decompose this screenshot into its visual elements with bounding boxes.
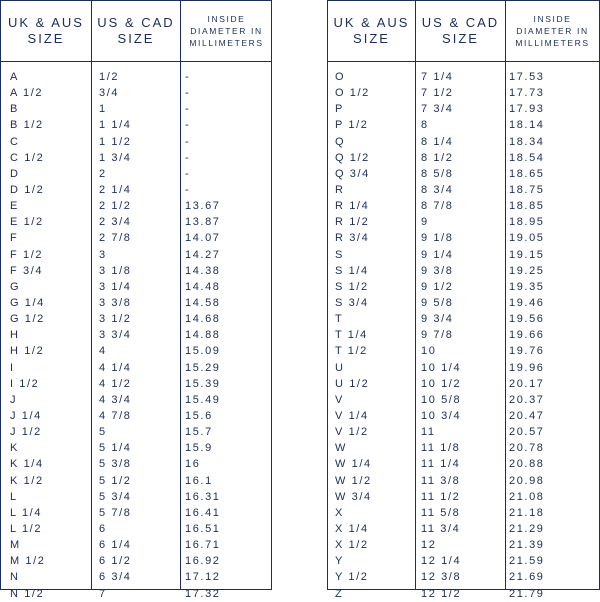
us-cad-size-cell: 10 5/8 [421, 393, 462, 406]
diameter-mm-cell: 19.76 [509, 345, 545, 358]
us-cad-size-cell: 10 [421, 345, 437, 358]
uk-aus-size-cell: U 1/2 [335, 377, 370, 390]
table-row [1, 440, 271, 456]
table-header [328, 1, 599, 62]
table-row [1, 101, 271, 117]
diameter-mm-cell: 19.56 [509, 313, 545, 326]
table-row [328, 376, 599, 392]
table-row [1, 247, 271, 263]
uk-aus-size-cell: G 1/2 [10, 313, 45, 326]
table-row [328, 166, 599, 182]
table-row [1, 117, 271, 133]
table-row [328, 440, 599, 456]
table-row [328, 182, 599, 198]
diameter-mm-cell: 20.88 [509, 458, 545, 471]
us-cad-size-cell: 1 1/4 [99, 119, 132, 132]
diameter-mm-cell: 18.65 [509, 167, 545, 180]
table-row [1, 327, 271, 343]
header-uk-aus-size: UK & AUS SIZE [8, 15, 84, 46]
diameter-mm-cell: - [185, 71, 191, 83]
uk-aus-size-cell: D [10, 167, 20, 180]
table-row [328, 134, 599, 150]
diameter-mm-cell: 21.29 [509, 522, 545, 535]
uk-aus-size-cell: X [335, 506, 344, 519]
us-cad-size-cell: 8 1/4 [421, 135, 454, 148]
diameter-mm-cell: 14.68 [185, 313, 221, 326]
diameter-mm-cell: 14.38 [185, 264, 221, 277]
uk-aus-size-cell: Q [335, 135, 346, 148]
uk-aus-size-cell: N [10, 571, 20, 584]
us-cad-size-cell: 2 1/2 [99, 200, 132, 213]
table-row [1, 214, 271, 230]
us-cad-size-cell: 5 7/8 [99, 506, 132, 519]
diameter-mm-cell: 21.59 [509, 555, 545, 568]
us-cad-size-cell: 5 3/8 [99, 458, 132, 471]
table-row [328, 214, 599, 230]
uk-aus-size-cell: A [10, 71, 19, 83]
table-row [1, 569, 271, 585]
us-cad-size-cell: 3 1/2 [99, 313, 132, 326]
diameter-mm-cell: 19.66 [509, 329, 545, 342]
uk-aus-size-cell: D 1/2 [10, 183, 45, 196]
table-row [1, 343, 271, 359]
diameter-mm-cell: 15.49 [185, 393, 221, 406]
diameter-mm-cell: 19.46 [509, 296, 545, 309]
table-row [1, 505, 271, 521]
header-uk-aus-size: UK & AUS SIZE [333, 15, 410, 46]
uk-aus-size-cell: W 1/2 [335, 474, 372, 487]
uk-aus-size-cell: V 1/4 [335, 409, 369, 422]
table-row [328, 360, 599, 376]
table-row [328, 392, 599, 408]
us-cad-size-cell: 7 1/2 [421, 87, 454, 100]
table-row [328, 150, 599, 166]
diameter-mm-cell: - [185, 103, 191, 116]
diameter-mm-cell: 20.78 [509, 442, 545, 455]
us-cad-size-cell: 11 [421, 426, 436, 439]
diameter-mm-cell: 16.41 [185, 506, 221, 519]
us-cad-size-cell: 6 1/4 [99, 539, 132, 552]
table-row [1, 182, 271, 198]
us-cad-size-cell: 5 1/4 [99, 442, 132, 455]
table-row [1, 198, 271, 214]
table-row [328, 247, 599, 263]
diameter-mm-cell: 15.9 [185, 442, 213, 455]
table-row [328, 569, 599, 585]
us-cad-size-cell: 3 1/8 [99, 264, 132, 277]
uk-aus-size-cell: S [335, 248, 344, 261]
diameter-mm-cell: 14.48 [185, 280, 221, 293]
uk-aus-size-cell: A 1/2 [10, 87, 44, 100]
uk-aus-size-cell: C 1/2 [10, 151, 45, 164]
diameter-mm-cell: 15.7 [185, 426, 213, 439]
uk-aus-size-cell: L [10, 490, 18, 503]
uk-aus-size-cell: V [335, 393, 344, 406]
table-row [1, 553, 271, 569]
table-row [328, 489, 599, 505]
diameter-mm-cell: 20.98 [509, 474, 545, 487]
uk-aus-size-cell: B 1/2 [10, 119, 44, 132]
diameter-mm-cell: 16 [185, 458, 201, 471]
diameter-mm-cell: 14.58 [185, 296, 221, 309]
table-row [1, 521, 271, 537]
diameter-mm-cell: - [185, 87, 191, 100]
table-row [328, 295, 599, 311]
table-row [1, 586, 271, 602]
uk-aus-size-cell: X 1/4 [335, 522, 369, 535]
us-cad-size-cell: 9 1/2 [421, 280, 454, 293]
us-cad-size-cell: 6 [99, 522, 107, 535]
us-cad-size-cell: 9 1/4 [421, 248, 454, 261]
us-cad-size-cell: 12 3/8 [421, 571, 462, 584]
table-row [1, 134, 271, 150]
table-row [328, 69, 599, 85]
diameter-mm-cell: - [185, 183, 191, 196]
diameter-mm-cell: 13.67 [185, 200, 221, 213]
table-row [328, 553, 599, 569]
uk-aus-size-cell: E 1/2 [10, 216, 44, 229]
us-cad-size-cell: 1/2 [99, 71, 120, 83]
uk-aus-size-cell: R [335, 183, 345, 196]
uk-aus-size-cell: P [335, 103, 344, 116]
table-row [328, 408, 599, 424]
us-cad-size-cell: 4 3/4 [99, 393, 132, 406]
table-row [328, 85, 599, 101]
us-cad-size-cell: 1 3/4 [99, 151, 132, 164]
us-cad-size-cell: 5 1/2 [99, 474, 132, 487]
diameter-mm-cell: 16.71 [185, 539, 221, 552]
us-cad-size-cell: 2 1/4 [99, 183, 132, 196]
table-row [1, 489, 271, 505]
us-cad-size-cell: 10 3/4 [421, 409, 462, 422]
table-row [1, 392, 271, 408]
us-cad-size-cell: 4 7/8 [99, 409, 132, 422]
uk-aus-size-cell: M 1/2 [10, 555, 46, 568]
uk-aus-size-cell: W 1/4 [335, 458, 372, 471]
us-cad-size-cell: 1 [99, 103, 107, 116]
us-cad-size-cell: 6 3/4 [99, 571, 132, 584]
us-cad-size-cell: 11 1/4 [421, 458, 461, 471]
uk-aus-size-cell: G [10, 280, 21, 293]
table-row [328, 311, 599, 327]
uk-aus-size-cell: Y [335, 555, 344, 568]
us-cad-size-cell: 11 1/2 [421, 490, 461, 503]
us-cad-size-cell: 5 [99, 426, 107, 439]
us-cad-size-cell: 5 3/4 [99, 490, 132, 503]
table-row [1, 376, 271, 392]
table-row [1, 230, 271, 246]
table-row [1, 456, 271, 472]
table-row [328, 230, 599, 246]
uk-aus-size-cell: L 1/4 [10, 506, 43, 519]
us-cad-size-cell: 3 3/4 [99, 329, 132, 342]
diameter-mm-cell: 15.39 [185, 377, 221, 390]
uk-aus-size-cell: R 3/4 [335, 232, 370, 245]
diameter-mm-cell: 18.54 [509, 151, 545, 164]
table-row [1, 408, 271, 424]
table-row [1, 69, 271, 85]
us-cad-size-cell: 1 1/2 [99, 135, 132, 148]
us-cad-size-cell: 8 7/8 [421, 200, 454, 213]
uk-aus-size-cell: K [10, 442, 19, 455]
uk-aus-size-cell: T [335, 313, 344, 326]
table-header [1, 1, 271, 62]
us-cad-size-cell: 11 3/8 [421, 474, 461, 487]
diameter-mm-cell: 19.05 [509, 232, 545, 245]
header-inside-diameter: INSIDE DIAMETER IN MILLIMETERS [189, 14, 264, 48]
header-us-cad-size: US & CAD SIZE [97, 15, 175, 46]
size-table-left [0, 0, 272, 600]
table-row [328, 586, 599, 602]
us-cad-size-cell: 4 1/2 [99, 377, 132, 390]
diameter-mm-cell: 18.75 [509, 183, 545, 196]
uk-aus-size-cell: S 1/2 [335, 280, 369, 293]
diameter-mm-cell: 21.39 [509, 539, 545, 552]
diameter-mm-cell: 19.35 [509, 280, 545, 293]
diameter-mm-cell: 20.37 [509, 393, 545, 406]
table-row [328, 521, 599, 537]
table-body [1, 69, 271, 602]
uk-aus-size-cell: J 1/2 [10, 426, 42, 439]
diameter-mm-cell: 20.57 [509, 426, 545, 439]
table-row [1, 263, 271, 279]
uk-aus-size-cell: W 3/4 [335, 490, 372, 503]
us-cad-size-cell: 12 1/2 [421, 587, 462, 600]
uk-aus-size-cell: V 1/2 [335, 426, 369, 439]
diameter-mm-cell: 20.47 [509, 409, 545, 422]
uk-aus-size-cell: U [335, 361, 345, 374]
diameter-mm-cell: 15.29 [185, 361, 221, 374]
uk-aus-size-cell: O [335, 71, 346, 83]
table-row [328, 263, 599, 279]
diameter-mm-cell: 16.92 [185, 555, 221, 568]
uk-aus-size-cell: H 1/2 [10, 345, 45, 358]
uk-aus-size-cell: Y 1/2 [335, 571, 369, 584]
uk-aus-size-cell: X 1/2 [335, 539, 369, 552]
us-cad-size-cell: 7 3/4 [421, 103, 454, 116]
table-row [328, 456, 599, 472]
us-cad-size-cell: 10 1/2 [421, 377, 462, 390]
uk-aus-size-cell: B [10, 103, 19, 116]
uk-aus-size-cell: C [10, 135, 20, 148]
diameter-mm-cell: - [185, 151, 191, 164]
diameter-mm-cell: - [185, 135, 191, 148]
us-cad-size-cell: 9 3/4 [421, 313, 454, 326]
diameter-mm-cell: - [185, 119, 191, 132]
uk-aus-size-cell: M [10, 539, 21, 552]
diameter-mm-cell: 17.73 [509, 87, 545, 100]
us-cad-size-cell: 10 1/4 [421, 361, 462, 374]
us-cad-size-cell: 9 1/8 [421, 232, 454, 245]
us-cad-size-cell: 3 [99, 248, 107, 261]
uk-aus-size-cell: R 1/2 [335, 216, 370, 229]
diameter-mm-cell: 18.85 [509, 200, 545, 213]
us-cad-size-cell: 9 7/8 [421, 329, 454, 342]
table-row [1, 537, 271, 553]
table-row [1, 424, 271, 440]
header-inside-diameter: INSIDE DIAMETER IN MILLIMETERS [515, 14, 590, 48]
us-cad-size-cell: 9 [421, 216, 429, 229]
table-row [328, 424, 599, 440]
us-cad-size-cell: 3 1/4 [99, 280, 132, 293]
uk-aus-size-cell: T 1/2 [335, 345, 368, 358]
us-cad-size-cell: 9 5/8 [421, 296, 454, 309]
table-row [1, 279, 271, 295]
table-row [1, 166, 271, 182]
table-body [328, 69, 599, 602]
uk-aus-size-cell: S 1/4 [335, 264, 369, 277]
diameter-mm-cell: 15.6 [185, 409, 213, 422]
diameter-mm-cell: 16.1 [185, 474, 213, 487]
uk-aus-size-cell: I [10, 361, 15, 374]
us-cad-size-cell: 2 [99, 167, 107, 180]
us-cad-size-cell: 4 1/4 [99, 361, 132, 374]
diameter-mm-cell: 13.87 [185, 216, 221, 229]
diameter-mm-cell: 14.07 [185, 232, 221, 245]
uk-aus-size-cell: P 1/2 [335, 119, 369, 132]
uk-aus-size-cell: Q 1/2 [335, 151, 370, 164]
uk-aus-size-cell: N 1/2 [10, 587, 45, 600]
diameter-mm-cell: 21.79 [509, 587, 545, 600]
uk-aus-size-cell: H [10, 329, 20, 342]
table-row [328, 279, 599, 295]
us-cad-size-cell: 7 1/4 [421, 71, 454, 83]
uk-aus-size-cell: S 3/4 [335, 296, 369, 309]
uk-aus-size-cell: W [335, 442, 347, 455]
uk-aus-size-cell: Z [335, 587, 344, 600]
table-row [1, 150, 271, 166]
uk-aus-size-cell: K 1/2 [10, 474, 44, 487]
diameter-mm-cell: - [185, 167, 191, 180]
uk-aus-size-cell: J [10, 393, 18, 406]
us-cad-size-cell: 11 3/4 [421, 522, 461, 535]
diameter-mm-cell: 14.27 [185, 248, 221, 261]
us-cad-size-cell: 4 [99, 345, 107, 358]
table-row [328, 117, 599, 133]
diameter-mm-cell: 17.32 [185, 587, 221, 600]
diameter-mm-cell: 17.53 [509, 71, 545, 83]
diameter-mm-cell: 18.14 [509, 119, 545, 132]
diameter-mm-cell: 18.95 [509, 216, 545, 229]
diameter-mm-cell: 21.08 [509, 490, 545, 503]
uk-aus-size-cell: O 1/2 [335, 87, 370, 100]
table-row [328, 473, 599, 489]
table-row [1, 85, 271, 101]
uk-aus-size-cell: F 3/4 [10, 264, 44, 277]
uk-aus-size-cell: I 1/2 [10, 377, 40, 390]
diameter-mm-cell: 18.34 [509, 135, 545, 148]
us-cad-size-cell: 7 [99, 587, 107, 600]
uk-aus-size-cell: E [10, 200, 19, 213]
uk-aus-size-cell: R 1/4 [335, 200, 370, 213]
diameter-mm-cell: 19.15 [509, 248, 545, 261]
us-cad-size-cell: 8 1/2 [421, 151, 454, 164]
us-cad-size-cell: 8 5/8 [421, 167, 454, 180]
us-cad-size-cell: 6 1/2 [99, 555, 132, 568]
diameter-mm-cell: 21.69 [509, 571, 545, 584]
us-cad-size-cell: 11 1/8 [421, 442, 461, 455]
diameter-mm-cell: 17.93 [509, 103, 545, 116]
us-cad-size-cell: 11 5/8 [421, 506, 461, 519]
diameter-mm-cell: 17.12 [185, 571, 221, 584]
diameter-mm-cell: 21.18 [509, 506, 545, 519]
diameter-mm-cell: 16.31 [185, 490, 221, 503]
table-row [1, 311, 271, 327]
table-row [328, 505, 599, 521]
us-cad-size-cell: 9 3/8 [421, 264, 454, 277]
table-row [328, 198, 599, 214]
uk-aus-size-cell: G 1/4 [10, 296, 45, 309]
uk-aus-size-cell: F 1/2 [10, 248, 44, 261]
table-row [1, 473, 271, 489]
uk-aus-size-cell: F [10, 232, 19, 245]
uk-aus-size-cell: K 1/4 [10, 458, 44, 471]
table-row [1, 360, 271, 376]
us-cad-size-cell: 8 3/4 [421, 183, 454, 196]
diameter-mm-cell: 16.51 [185, 522, 221, 535]
table-row [328, 327, 599, 343]
uk-aus-size-cell: T 1/4 [335, 329, 368, 342]
table-row [328, 343, 599, 359]
diameter-mm-cell: 14.88 [185, 329, 221, 342]
diameter-mm-cell: 19.25 [509, 264, 545, 277]
size-table-right [327, 0, 600, 600]
us-cad-size-cell: 12 [421, 539, 437, 552]
us-cad-size-cell: 2 3/4 [99, 216, 132, 229]
us-cad-size-cell: 2 7/8 [99, 232, 132, 245]
table-row [1, 295, 271, 311]
uk-aus-size-cell: Q 3/4 [335, 167, 370, 180]
diameter-mm-cell: 19.96 [509, 361, 545, 374]
uk-aus-size-cell: L 1/2 [10, 522, 43, 535]
us-cad-size-cell: 3 3/8 [99, 296, 132, 309]
us-cad-size-cell: 12 1/4 [421, 555, 462, 568]
table-row [328, 537, 599, 553]
table-row [328, 101, 599, 117]
us-cad-size-cell: 3/4 [99, 87, 120, 100]
diameter-mm-cell: 20.17 [509, 377, 545, 390]
header-us-cad-size: US & CAD SIZE [421, 15, 500, 46]
uk-aus-size-cell: J 1/4 [10, 409, 42, 422]
us-cad-size-cell: 8 [421, 119, 429, 132]
diameter-mm-cell: 15.09 [185, 345, 221, 358]
